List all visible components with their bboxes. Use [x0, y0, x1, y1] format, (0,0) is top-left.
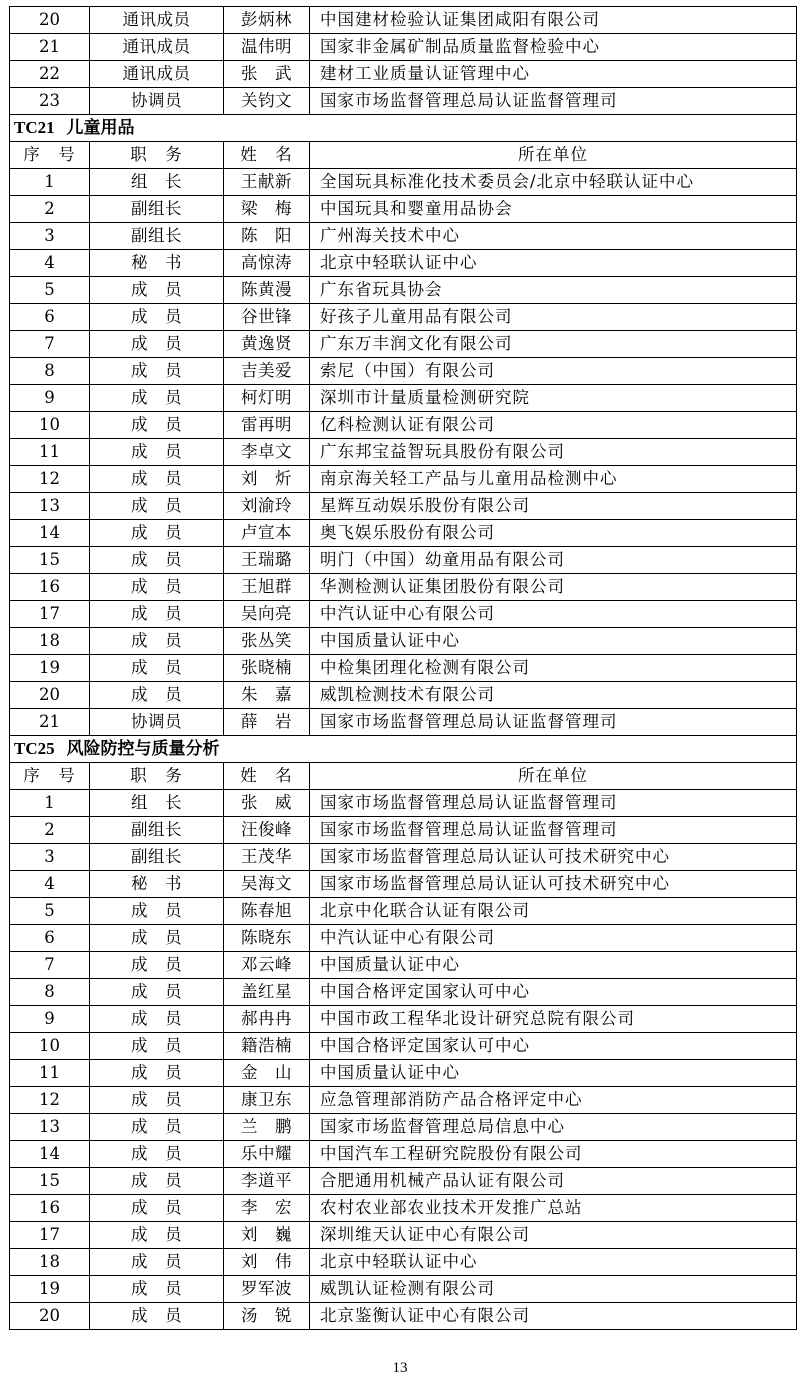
row-number: 21 — [10, 34, 90, 61]
section-title-row — [10, 115, 797, 142]
row-organization: 国家市场监督管理总局认证监督管理司 — [310, 790, 797, 817]
row-number: 18 — [10, 628, 90, 655]
table-row — [10, 1006, 797, 1033]
section-code: TC21 — [14, 118, 55, 137]
row-name: 陈黄漫 — [224, 277, 310, 304]
row-role: 成 员 — [90, 412, 224, 439]
table-row — [10, 466, 797, 493]
table-row — [10, 979, 797, 1006]
row-organization: 中汽认证中心有限公司 — [310, 925, 797, 952]
row-organization: 广东省玩具协会 — [310, 277, 797, 304]
row-role: 成 员 — [90, 358, 224, 385]
row-number: 6 — [10, 304, 90, 331]
row-number: 13 — [10, 493, 90, 520]
row-number: 6 — [10, 925, 90, 952]
row-name: 刘 巍 — [224, 1222, 310, 1249]
row-number: 1 — [10, 169, 90, 196]
row-number: 8 — [10, 979, 90, 1006]
row-number: 9 — [10, 385, 90, 412]
table-row — [10, 34, 797, 61]
row-organization: 中国玩具和婴童用品协会 — [310, 196, 797, 223]
table-row — [10, 574, 797, 601]
section-name: 儿童用品 — [66, 118, 135, 138]
row-role: 副组长 — [90, 844, 224, 871]
row-role: 成 员 — [90, 1114, 224, 1141]
row-organization: 农村农业部农业技术开发推广总站 — [310, 1195, 797, 1222]
row-organization: 国家非金属矿制品质量监督检验中心 — [310, 34, 797, 61]
row-role: 通讯成员 — [90, 61, 224, 88]
row-organization: 中国合格评定国家认可中心 — [310, 979, 797, 1006]
table-row — [10, 331, 797, 358]
table-row — [10, 871, 797, 898]
section-title — [10, 115, 797, 142]
row-role: 成 员 — [90, 277, 224, 304]
row-organization: 索尼（中国）有限公司 — [310, 358, 797, 385]
header-organization: 所在单位 — [310, 142, 797, 169]
row-name: 吉美爱 — [224, 358, 310, 385]
row-number: 10 — [10, 1033, 90, 1060]
table-row — [10, 1060, 797, 1087]
row-name: 王旭群 — [224, 574, 310, 601]
table-row — [10, 1087, 797, 1114]
row-organization: 国家市场监督管理总局信息中心 — [310, 1114, 797, 1141]
row-role: 成 员 — [90, 574, 224, 601]
table-row — [10, 1168, 797, 1195]
row-organization: 南京海关轻工产品与儿童用品检测中心 — [310, 466, 797, 493]
row-organization: 深圳维天认证中心有限公司 — [310, 1222, 797, 1249]
row-organization: 华测检测认证集团股份有限公司 — [310, 574, 797, 601]
row-role: 组 长 — [90, 169, 224, 196]
row-role: 成 员 — [90, 979, 224, 1006]
section-name: 风险防控与质量分析 — [66, 739, 220, 759]
row-organization: 中国汽车工程研究院股份有限公司 — [310, 1141, 797, 1168]
row-role: 成 员 — [90, 547, 224, 574]
row-organization: 中检集团理化检测有限公司 — [310, 655, 797, 682]
row-role: 协调员 — [90, 88, 224, 115]
row-name: 刘 炘 — [224, 466, 310, 493]
row-role: 成 员 — [90, 925, 224, 952]
table-row — [10, 1303, 797, 1330]
row-name: 刘渝玲 — [224, 493, 310, 520]
row-number: 3 — [10, 844, 90, 871]
row-organization: 国家市场监督管理总局认证认可技术研究中心 — [310, 844, 797, 871]
row-name: 籍浩楠 — [224, 1033, 310, 1060]
header-name: 姓 名 — [224, 763, 310, 790]
row-role: 成 员 — [90, 952, 224, 979]
row-role: 成 员 — [90, 493, 224, 520]
row-name: 李道平 — [224, 1168, 310, 1195]
table-row — [10, 7, 797, 34]
row-organization: 广东邦宝益智玩具股份有限公司 — [310, 439, 797, 466]
row-name: 朱 嘉 — [224, 682, 310, 709]
table-row — [10, 1195, 797, 1222]
row-number: 20 — [10, 682, 90, 709]
row-organization: 国家市场监督管理总局认证监督管理司 — [310, 817, 797, 844]
row-role: 成 员 — [90, 331, 224, 358]
row-number: 21 — [10, 709, 90, 736]
table-row — [10, 898, 797, 925]
row-name: 张晓楠 — [224, 655, 310, 682]
table-row — [10, 1249, 797, 1276]
row-role: 协调员 — [90, 709, 224, 736]
header-organization: 所在单位 — [310, 763, 797, 790]
row-role: 成 员 — [90, 520, 224, 547]
row-number: 12 — [10, 1087, 90, 1114]
row-organization: 明门（中国）幼童用品有限公司 — [310, 547, 797, 574]
row-role: 成 员 — [90, 1141, 224, 1168]
row-number: 12 — [10, 466, 90, 493]
row-number: 1 — [10, 790, 90, 817]
row-name: 吴向亮 — [224, 601, 310, 628]
row-organization: 中国质量认证中心 — [310, 952, 797, 979]
row-number: 15 — [10, 547, 90, 574]
row-number: 11 — [10, 1060, 90, 1087]
row-number: 19 — [10, 1276, 90, 1303]
row-number: 14 — [10, 1141, 90, 1168]
row-role: 成 员 — [90, 1006, 224, 1033]
row-name: 温伟明 — [224, 34, 310, 61]
row-organization: 中国建材检验认证集团咸阳有限公司 — [310, 7, 797, 34]
row-role: 成 员 — [90, 655, 224, 682]
row-organization: 合肥通用机械产品认证有限公司 — [310, 1168, 797, 1195]
row-name: 彭炳林 — [224, 7, 310, 34]
row-number: 14 — [10, 520, 90, 547]
table-row — [10, 709, 797, 736]
row-role: 副组长 — [90, 223, 224, 250]
row-name: 高惊涛 — [224, 250, 310, 277]
row-number: 16 — [10, 574, 90, 601]
section-code: TC25 — [14, 739, 55, 758]
table-row — [10, 601, 797, 628]
row-role: 组 长 — [90, 790, 224, 817]
row-name: 李 宏 — [224, 1195, 310, 1222]
row-role: 成 员 — [90, 1033, 224, 1060]
row-role: 副组长 — [90, 817, 224, 844]
row-name: 黄逸贤 — [224, 331, 310, 358]
row-name: 李卓文 — [224, 439, 310, 466]
row-organization: 中国合格评定国家认可中心 — [310, 1033, 797, 1060]
row-name: 王瑞璐 — [224, 547, 310, 574]
row-organization: 奥飞娱乐股份有限公司 — [310, 520, 797, 547]
member-table — [9, 6, 797, 1330]
row-organization: 威凯认证检测有限公司 — [310, 1276, 797, 1303]
header-number: 序 号 — [10, 763, 90, 790]
row-organization: 建材工业质量认证管理中心 — [310, 61, 797, 88]
row-role: 成 员 — [90, 628, 224, 655]
row-number: 2 — [10, 196, 90, 223]
row-name: 雷再明 — [224, 412, 310, 439]
row-number: 20 — [10, 7, 90, 34]
table-row — [10, 547, 797, 574]
row-organization: 广州海关技术中心 — [310, 223, 797, 250]
row-number: 23 — [10, 88, 90, 115]
table-row — [10, 925, 797, 952]
table-row — [10, 385, 797, 412]
table-row — [10, 952, 797, 979]
row-name: 陈 阳 — [224, 223, 310, 250]
table-row — [10, 1141, 797, 1168]
row-organization: 星辉互动娱乐股份有限公司 — [310, 493, 797, 520]
row-name: 柯灯明 — [224, 385, 310, 412]
table-row — [10, 250, 797, 277]
table-row — [10, 412, 797, 439]
row-organization: 北京中轻联认证中心 — [310, 1249, 797, 1276]
row-name: 谷世锋 — [224, 304, 310, 331]
row-role: 副组长 — [90, 196, 224, 223]
section-tc25-rows — [10, 790, 797, 1330]
row-role: 成 员 — [90, 385, 224, 412]
table-header-row — [10, 142, 797, 169]
row-role: 成 员 — [90, 1168, 224, 1195]
row-name: 汪俊峰 — [224, 817, 310, 844]
row-number: 13 — [10, 1114, 90, 1141]
row-number: 10 — [10, 412, 90, 439]
header-role: 职 务 — [90, 763, 224, 790]
section-tc21-rows — [10, 169, 797, 736]
row-name: 王茂华 — [224, 844, 310, 871]
row-number: 5 — [10, 898, 90, 925]
row-role: 成 员 — [90, 1222, 224, 1249]
section-title — [10, 736, 797, 763]
row-name: 陈春旭 — [224, 898, 310, 925]
row-number: 17 — [10, 601, 90, 628]
row-organization: 中国质量认证中心 — [310, 1060, 797, 1087]
row-number: 17 — [10, 1222, 90, 1249]
table-row — [10, 439, 797, 466]
row-role: 成 员 — [90, 1249, 224, 1276]
table-row — [10, 358, 797, 385]
row-name: 汤 锐 — [224, 1303, 310, 1330]
row-organization: 北京中轻联认证中心 — [310, 250, 797, 277]
row-number: 15 — [10, 1168, 90, 1195]
row-role: 成 员 — [90, 898, 224, 925]
table-row — [10, 682, 797, 709]
table-row — [10, 817, 797, 844]
row-organization: 北京中化联合认证有限公司 — [310, 898, 797, 925]
row-role: 通讯成员 — [90, 7, 224, 34]
table-row — [10, 1222, 797, 1249]
table-row — [10, 655, 797, 682]
row-organization: 中国市政工程华北设计研究总院有限公司 — [310, 1006, 797, 1033]
row-number: 8 — [10, 358, 90, 385]
table-row — [10, 196, 797, 223]
row-name: 张丛笑 — [224, 628, 310, 655]
row-name: 金 山 — [224, 1060, 310, 1087]
row-organization: 全国玩具标准化技术委员会/北京中轻联认证中心 — [310, 169, 797, 196]
table-row — [10, 88, 797, 115]
table-row — [10, 1033, 797, 1060]
row-name: 张 武 — [224, 61, 310, 88]
row-organization: 好孩子儿童用品有限公司 — [310, 304, 797, 331]
row-name: 薛 岩 — [224, 709, 310, 736]
table-row — [10, 844, 797, 871]
table-row — [10, 1114, 797, 1141]
row-number: 22 — [10, 61, 90, 88]
row-role: 通讯成员 — [90, 34, 224, 61]
row-number: 7 — [10, 331, 90, 358]
row-number: 11 — [10, 439, 90, 466]
row-role: 成 员 — [90, 1195, 224, 1222]
row-organization: 威凯检测技术有限公司 — [310, 682, 797, 709]
row-name: 吴海文 — [224, 871, 310, 898]
page-number: 13 — [392, 1360, 408, 1376]
row-name: 卢宣本 — [224, 520, 310, 547]
row-number: 4 — [10, 250, 90, 277]
row-number: 19 — [10, 655, 90, 682]
header-number: 序 号 — [10, 142, 90, 169]
row-name: 盖红星 — [224, 979, 310, 1006]
row-number: 2 — [10, 817, 90, 844]
row-role: 成 员 — [90, 1276, 224, 1303]
row-name: 郝冉冉 — [224, 1006, 310, 1033]
row-role: 成 员 — [90, 1060, 224, 1087]
table-row — [10, 790, 797, 817]
table-row — [10, 169, 797, 196]
section-title-row — [10, 736, 797, 763]
table-row — [10, 223, 797, 250]
row-organization: 广东万丰润文化有限公司 — [310, 331, 797, 358]
row-organization: 中汽认证中心有限公司 — [310, 601, 797, 628]
row-role: 成 员 — [90, 682, 224, 709]
row-role: 成 员 — [90, 439, 224, 466]
row-number: 4 — [10, 871, 90, 898]
row-name: 兰 鹏 — [224, 1114, 310, 1141]
row-organization: 北京鉴衡认证中心有限公司 — [310, 1303, 797, 1330]
row-role: 成 员 — [90, 304, 224, 331]
row-organization: 应急管理部消防产品合格评定中心 — [310, 1087, 797, 1114]
row-role: 成 员 — [90, 1087, 224, 1114]
row-role: 成 员 — [90, 1303, 224, 1330]
row-name: 康卫东 — [224, 1087, 310, 1114]
row-name: 刘 伟 — [224, 1249, 310, 1276]
row-number: 18 — [10, 1249, 90, 1276]
row-organization: 深圳市计量质量检测研究院 — [310, 385, 797, 412]
row-name: 王献新 — [224, 169, 310, 196]
table-row — [10, 1276, 797, 1303]
row-name: 陈晓东 — [224, 925, 310, 952]
row-role: 成 员 — [90, 601, 224, 628]
table-header-row — [10, 763, 797, 790]
row-role: 成 员 — [90, 466, 224, 493]
row-number: 20 — [10, 1303, 90, 1330]
row-name: 张 威 — [224, 790, 310, 817]
row-name: 邓云峰 — [224, 952, 310, 979]
row-organization: 中国质量认证中心 — [310, 628, 797, 655]
row-number: 16 — [10, 1195, 90, 1222]
row-number: 9 — [10, 1006, 90, 1033]
section-tc25-head — [10, 736, 797, 790]
table-row — [10, 304, 797, 331]
table-row — [10, 277, 797, 304]
table-row — [10, 61, 797, 88]
row-role: 秘 书 — [90, 250, 224, 277]
row-name: 乐中耀 — [224, 1141, 310, 1168]
header-role: 职 务 — [90, 142, 224, 169]
row-name: 关钧文 — [224, 88, 310, 115]
row-organization: 国家市场监督管理总局认证监督管理司 — [310, 709, 797, 736]
header-name: 姓 名 — [224, 142, 310, 169]
table-row — [10, 520, 797, 547]
row-number: 3 — [10, 223, 90, 250]
row-name: 梁 梅 — [224, 196, 310, 223]
row-organization: 国家市场监督管理总局认证认可技术研究中心 — [310, 871, 797, 898]
row-organization: 国家市场监督管理总局认证监督管理司 — [310, 88, 797, 115]
member-table-body — [10, 7, 797, 169]
table-row — [10, 493, 797, 520]
row-name: 罗军波 — [224, 1276, 310, 1303]
row-organization: 亿科检测认证有限公司 — [310, 412, 797, 439]
table-row — [10, 628, 797, 655]
row-role: 秘 书 — [90, 871, 224, 898]
row-number: 7 — [10, 952, 90, 979]
row-number: 5 — [10, 277, 90, 304]
